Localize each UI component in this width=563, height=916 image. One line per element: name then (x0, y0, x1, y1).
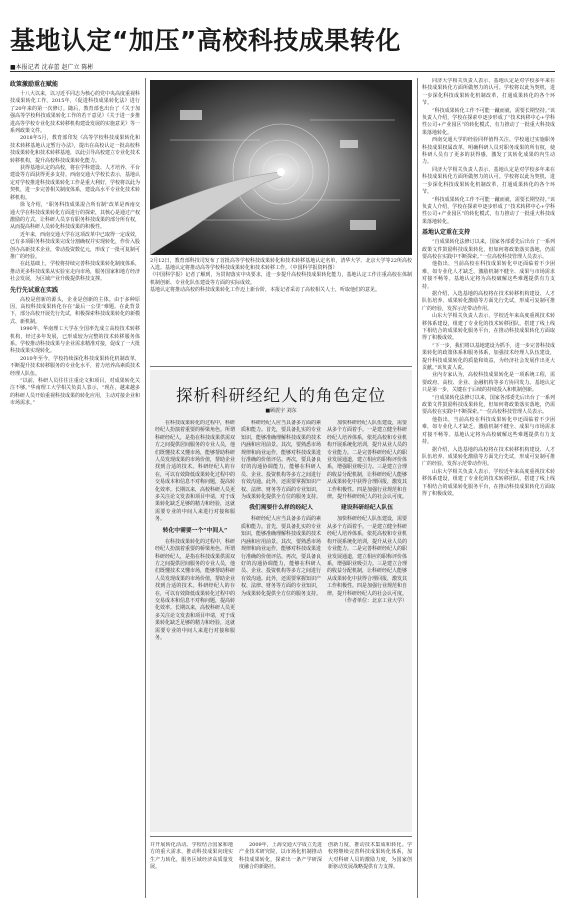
byline: ■本报记者 沈春蕾 赵广立 陈彬 (10, 64, 94, 71)
sidebar-paragraph: 在科技成果转化的过程中，科研经纪人扮演着重要的桥梁角色。所谓科研经纪人，是指在科技成果供需双方之间提供居间服务的专业人员，他们既懂技术又懂市场，能够帮助科研人员发现成果的市场价值，帮助企业找到合适的技术。科研经纪人的存在，可以有效降低成果转化过程中的交易成本和信息不对称问题，提高转化效率。长期以来，高校科研人员更多关注论文发表和项目申请，对于成果转化缺乏足够的精力和经验，这就需要专业的中间人来进行对接和服务。 (155, 538, 235, 641)
sidebar-subhead-3: 建设科研经纪人队伍 (340, 505, 394, 512)
sidebar-column-1 (155, 420, 235, 825)
caption-line: 2月12日，教育部科技司发布了首批高等学校科技成果转化和技术转移基地认定名单，清华大学、北京大学等22所高校入选。基地认定将推动高等学校科技成果转化和技术转移工作。（中国科学报资料图） (150, 258, 412, 272)
sidebar-title: 探析科研经纪人的角色定位 (176, 386, 386, 405)
left-paragraph: 1990年，华南理工大学在全国率先成立高校技术转移机构，经过多年发展，已形成较为完整的技术转移服务体系。学校推动科技成果与企业需求精准对接，促成了一大批科技成果实现转化。 (10, 326, 140, 355)
right-column (422, 78, 555, 898)
bottom-column-1 (150, 842, 233, 908)
right-paragraph: “自成果转化法修订以来，国家各部委先后出台了一系列政策文件鼓励科技成果转化，但如何将政策落实落地，仍需要高校在实践中不断探索。”一位高校科技管理人员表示。 (422, 394, 555, 416)
headline: 基地认定“加压”高校科技成果转化 (10, 26, 401, 55)
left-paragraph: 2010年至今，学校持续深化科技成果转化机制改革，不断提升技术转移服务的专业化水平，着力培养高素质技术经理人队伍。 (10, 355, 140, 377)
right-paragraph: “下一步，我们将以基地建设为抓手，进一步完善科技成果转化的政策体系和服务体系，加强技术经理人队伍建设，提升科技成果转化的质量和效益，为经济社会发展作出更大贡献。”该负责人说。 (422, 342, 555, 372)
left-column (10, 78, 140, 820)
right-paragraph: 他指出，当前高校在科技成果转化中还面临着不少困难，如专业化人才缺乏、激励机制不健全、成果与市场需求对接不畅等。基地认定将为高校破解这些难题提供有力支持。 (422, 416, 555, 446)
author-note: （作者单位：北京工业大学） (341, 597, 407, 604)
sidebar-top-rule (150, 366, 412, 367)
left-paragraph: 获得基地认定的高校，将在学科建设、人才培养、平台建设等方面获得更多支持。西南交通大学校长表示，基地认定对学校推进科技成果转化工作是重大利好，学校将以此为契机，进一步完善相关制度体系，建设高水平专业化技术转移机构。 (10, 165, 140, 201)
left-paragraph: 近年来，西南交通大学在这项改革中已取得一定成效，已有多项职务科技成果完成分割确权并实现转化，作价入股创办高新技术企业，带动投资数亿元，形成了一批可复制可推广的经验。 (10, 231, 140, 260)
bottom-column-2 (239, 842, 322, 908)
right-paragraph: 同济大学相关负责人表示，基地认定是对学校多年来在科技成果转化方面所做努力的认可。学校将以此为契机，进一步深化科技成果转化机制改革，打通成果转化的各个环节。 (422, 78, 555, 107)
left-paragraph: 徐飞介绍，“职务科技成果混合所有制”改革是西南交通大学在科技成果转化方面进行的探索，其核心是通过产权激励的方式，让科研人员享有职务科技成果的部分所有权，从而提高科研人员转化科技成果的积极性。 (10, 202, 140, 231)
sidebar-subhead-2: 我们需要什么样的经纪人 (249, 505, 313, 512)
column-divider (145, 78, 146, 898)
left-subhead-1: 政策激励重在赋能 (10, 81, 59, 88)
right-paragraph: 据介绍，入选基地的高校将在技术转移机构建设、人才队伍培养、成果转化激励等方面先行先试，形成可复制可推广的经验，发挥示范带动作用。 (422, 446, 555, 468)
sidebar-subhead-1: 转化中需要一个“中间人” (162, 527, 228, 534)
right-paragraph: “自成果转化法修订以来，国家各部委先后出台了一系列政策文件鼓励科技成果转化，但如何将政策落实落地，仍需要高校在实践中不断探索。”一位高校科技管理人员表示。 (422, 239, 555, 260)
bottom-column-3 (328, 842, 412, 908)
right-paragraph: 业内专家认为，高校科技成果转化是一项系统工程，需要政府、高校、企业、金融机构等多方协同发力。基地认定只是第一步，关键在于后续的持续投入和机制创新。 (422, 372, 555, 394)
left-paragraph: 高校是创新的源头，企业是创新的主体。由于多种原因，高校科技成果转化存在“最后一公里”难题。在此背景下，部分高校开展先行先试，积极探索科技成果转化的新模式、新机制。 (10, 296, 140, 325)
sidebar-column-3 (327, 420, 407, 825)
left-subhead-2: 先行先试重在实践 (10, 286, 59, 294)
right-paragraph: “科技成果转化工作不可能一蹴而就，需要长期坚持。”该负责人介绍，学校在探索中逐步形成了“技术转移中心+学科性公司+产业园区”的转化模式，有力推动了一批重大科技成果落地转化。 (422, 107, 555, 136)
sidebar-byline: ■顾震宇 刘东 (265, 408, 297, 414)
right-paragraph: 西南交通大学的经验同样值得关注。学校通过实施职务科技成果权属改革，明确科研人员对职务成果的所有权，使科研人员有了更多的获得感，激发了其转化成果的内生动力。 (422, 137, 555, 166)
right-subhead-1: 基地认定重在支持 (422, 229, 471, 237)
right-paragraph: 山东大学相关负责人表示，学校近年来高度重视技术转移体系建设，组建了专业化的技术转移团队，搭建了线上线下相结合的成果转化服务平台，在推动科技成果转化方面取得了积极成效。 (422, 313, 555, 342)
photo-illustration (150, 80, 412, 255)
right-paragraph: 同济大学相关负责人表示，基地认定是对学校多年来在科技成果转化方面所做努力的认可。学校将以此为契机，进一步深化科技成果转化机制改革，打通成果转化的各个环节。 (422, 166, 555, 196)
sidebar-column-2 (241, 420, 321, 825)
sidebar-paragraph: 在科技成果转化的过程中，科研经纪人扮演着重要的桥梁角色。所谓科研经纪人，是指在科技成果供需双方之间提供居间服务的专业人员，他们既懂技术又懂市场，能够帮助科研人员发现成果的市场价值，帮助企业找到合适的技术。科研经纪人的存在，可以有效降低成果转化过程中的交易成本和信息不对称问题，提高转化效率。长期以来，高校科研人员更多关注论文发表和项目申请，对于成果转化缺乏足够的精力和经验，这就需要专业的中间人来进行对接和服务。 (155, 420, 235, 523)
bottom-paragraph: 创新力度，推动技术集成和转化。学校将继续完善科技成果转化体系，加大对科研人员的激励力度，为国家创新驱动发展战略提供有力支撑。 (328, 842, 412, 871)
sidebar-paragraph: 科研经纪人应当具备多方面的素质和能力。首先，要具备扎实的专业知识，能够准确理解科技成果的技术内涵和应用前景。其次，要熟悉市场规律和商业运作，能够对科技成果进行准确的价值评估。再次，要具备良好的沟通协调能力，能够在科研人员、企业、投资机构等多方之间进行有效沟通。此外，还需要掌握知识产权、法律、财务等方面的专业知识，为成果转化提供全方位的服务支持。 (241, 420, 321, 501)
top-rule (10, 71, 555, 72)
left-paragraph: 2018年5月，教育部印发《高等学校科技成果转化和技术转移基地认定暂行办法》，提出在高校认定一批高校科技成果转化和技术转移基地，以此引导高校建立专业化技术转移机构，提升高校科技成果转化能力。 (10, 135, 140, 164)
sidebar-paragraph: 加快科研经纪人队伍建设，需要从多个方面着手。一是建立健全科研经纪人培养体系，依托高校和专业机构开展系统化培训，提升从业人员的专业能力。二是完善科研经纪人的职业发展通道，建立相应的职称评价体系，增强职业吸引力。三是建立合理的收益分配机制，让科研经纪人能够从成果转化中获得合理回报，激发其工作积极性。四是加强行业规范和自律，提升科研经纪人的社会认可度。 (327, 516, 407, 597)
right-paragraph: “科技成果转化工作不可能一蹴而就，需要长期坚持。”该负责人介绍，学校在探索中逐步形成了“技术转移中心+学科性公司+产业园区”的转化模式，有力推动了一批重大科技成果落地转化。 (422, 196, 555, 225)
bottom-paragraph: 并开展转化活动。学校结合国家和地方的重大需求，推动科技成果向现实生产力转化，服务区域经济高质量发展。 (150, 842, 233, 871)
bottom-rule (150, 836, 412, 837)
caption-line: 《中国科学报》记者了解到，为贯彻落实中央要求，进一步提升高校科技成果转化能力，基地认定工作注重高校在体制机制创新、专业化队伍建设等方面的实际成效。 (150, 272, 412, 286)
left-paragraph: 在此基础上，学校将持续完善科技成果转化制度体系，推动更多科技成果从实验室走向市场，服务国家和地方经济社会发展，为区域产业升级提供科技支撑。 (10, 261, 140, 283)
right-paragraph: 据介绍，入选基地的高校将在技术转移机构建设、人才队伍培养、成果转化激励等方面先行先试，形成可复制可推广的经验，发挥示范带动作用。 (422, 290, 555, 312)
left-paragraph: “以前，科研人员往往注重论文和项目，对成果转化关注不够。”华南理工大学相关负责人表示，“现在，越来越多的科研人员开始重视科技成果的转化应用，主动对接企业和市场需求。” (10, 378, 140, 407)
photo-caption (150, 258, 412, 294)
sidebar-paragraph: 科研经纪人应当具备多方面的素质和能力。首先，要具备扎实的专业知识，能够准确理解科技成果的技术内涵和应用前景。其次，要熟悉市场规律和商业运作，能够对科技成果进行准确的价值评估。再次，要具备良好的沟通协调能力，能够在科研人员、企业、投资机构等多方之间进行有效沟通。此外，还需要掌握知识产权、法律、财务等方面的专业知识，为成果转化提供全方位的服务支持。 (241, 516, 321, 597)
right-paragraph: 山东大学相关负责人表示，学校近年来高度重视技术转移体系建设，组建了专业化的技术转移团队，搭建了线上线下相结合的成果转化服务平台，在推动科技成果转化方面取得了积极成效。 (422, 468, 555, 497)
left-paragraph: 十八大以来，以习近平同志为核心的党中央高度重视科技成果转化工作。2015年，《促进科技成果转化法》进行了20年来的第一次修订。随后，教育部也出台了《关于加强高等学校科技成果转化工作的若干意见》《关于进一步推进高等学校专业化技术转移机构建设发展的实施意见》等一系列政策文件。 (10, 91, 140, 135)
right-paragraph: 他指出，当前高校在科技成果转化中还面临着不少困难，如专业化人才缺乏、激励机制不健全、成果与市场需求对接不畅等。基地认定将为高校破解这些难题提供有力支持。 (422, 261, 555, 290)
caption-line: 基地认定将推动高校的科技成果转化工作迈上新台阶，本报记者采访了高校相关人士，听取他们的意见。 (150, 286, 381, 293)
hand-touch-photo (150, 80, 412, 255)
column-divider (417, 78, 418, 898)
sidebar-paragraph: 加快科研经纪人队伍建设，需要从多个方面着手。一是建立健全科研经纪人培养体系，依托高校和专业机构开展系统化培训，提升从业人员的专业能力。二是完善科研经纪人的职业发展通道，建立相应的职称评价体系，增强职业吸引力。三是建立合理的收益分配机制，让科研经纪人能够从成果转化中获得合理回报，激发其工作积极性。四是加强行业规范和自律，提升科研经纪人的社会认可度。 (327, 420, 407, 501)
bottom-paragraph: 2009年，上海交通大学成立先进产业技术研究院，以市场化机制推动科技成果转化，探索出一条产学研深度融合的新路径。 (239, 842, 322, 871)
